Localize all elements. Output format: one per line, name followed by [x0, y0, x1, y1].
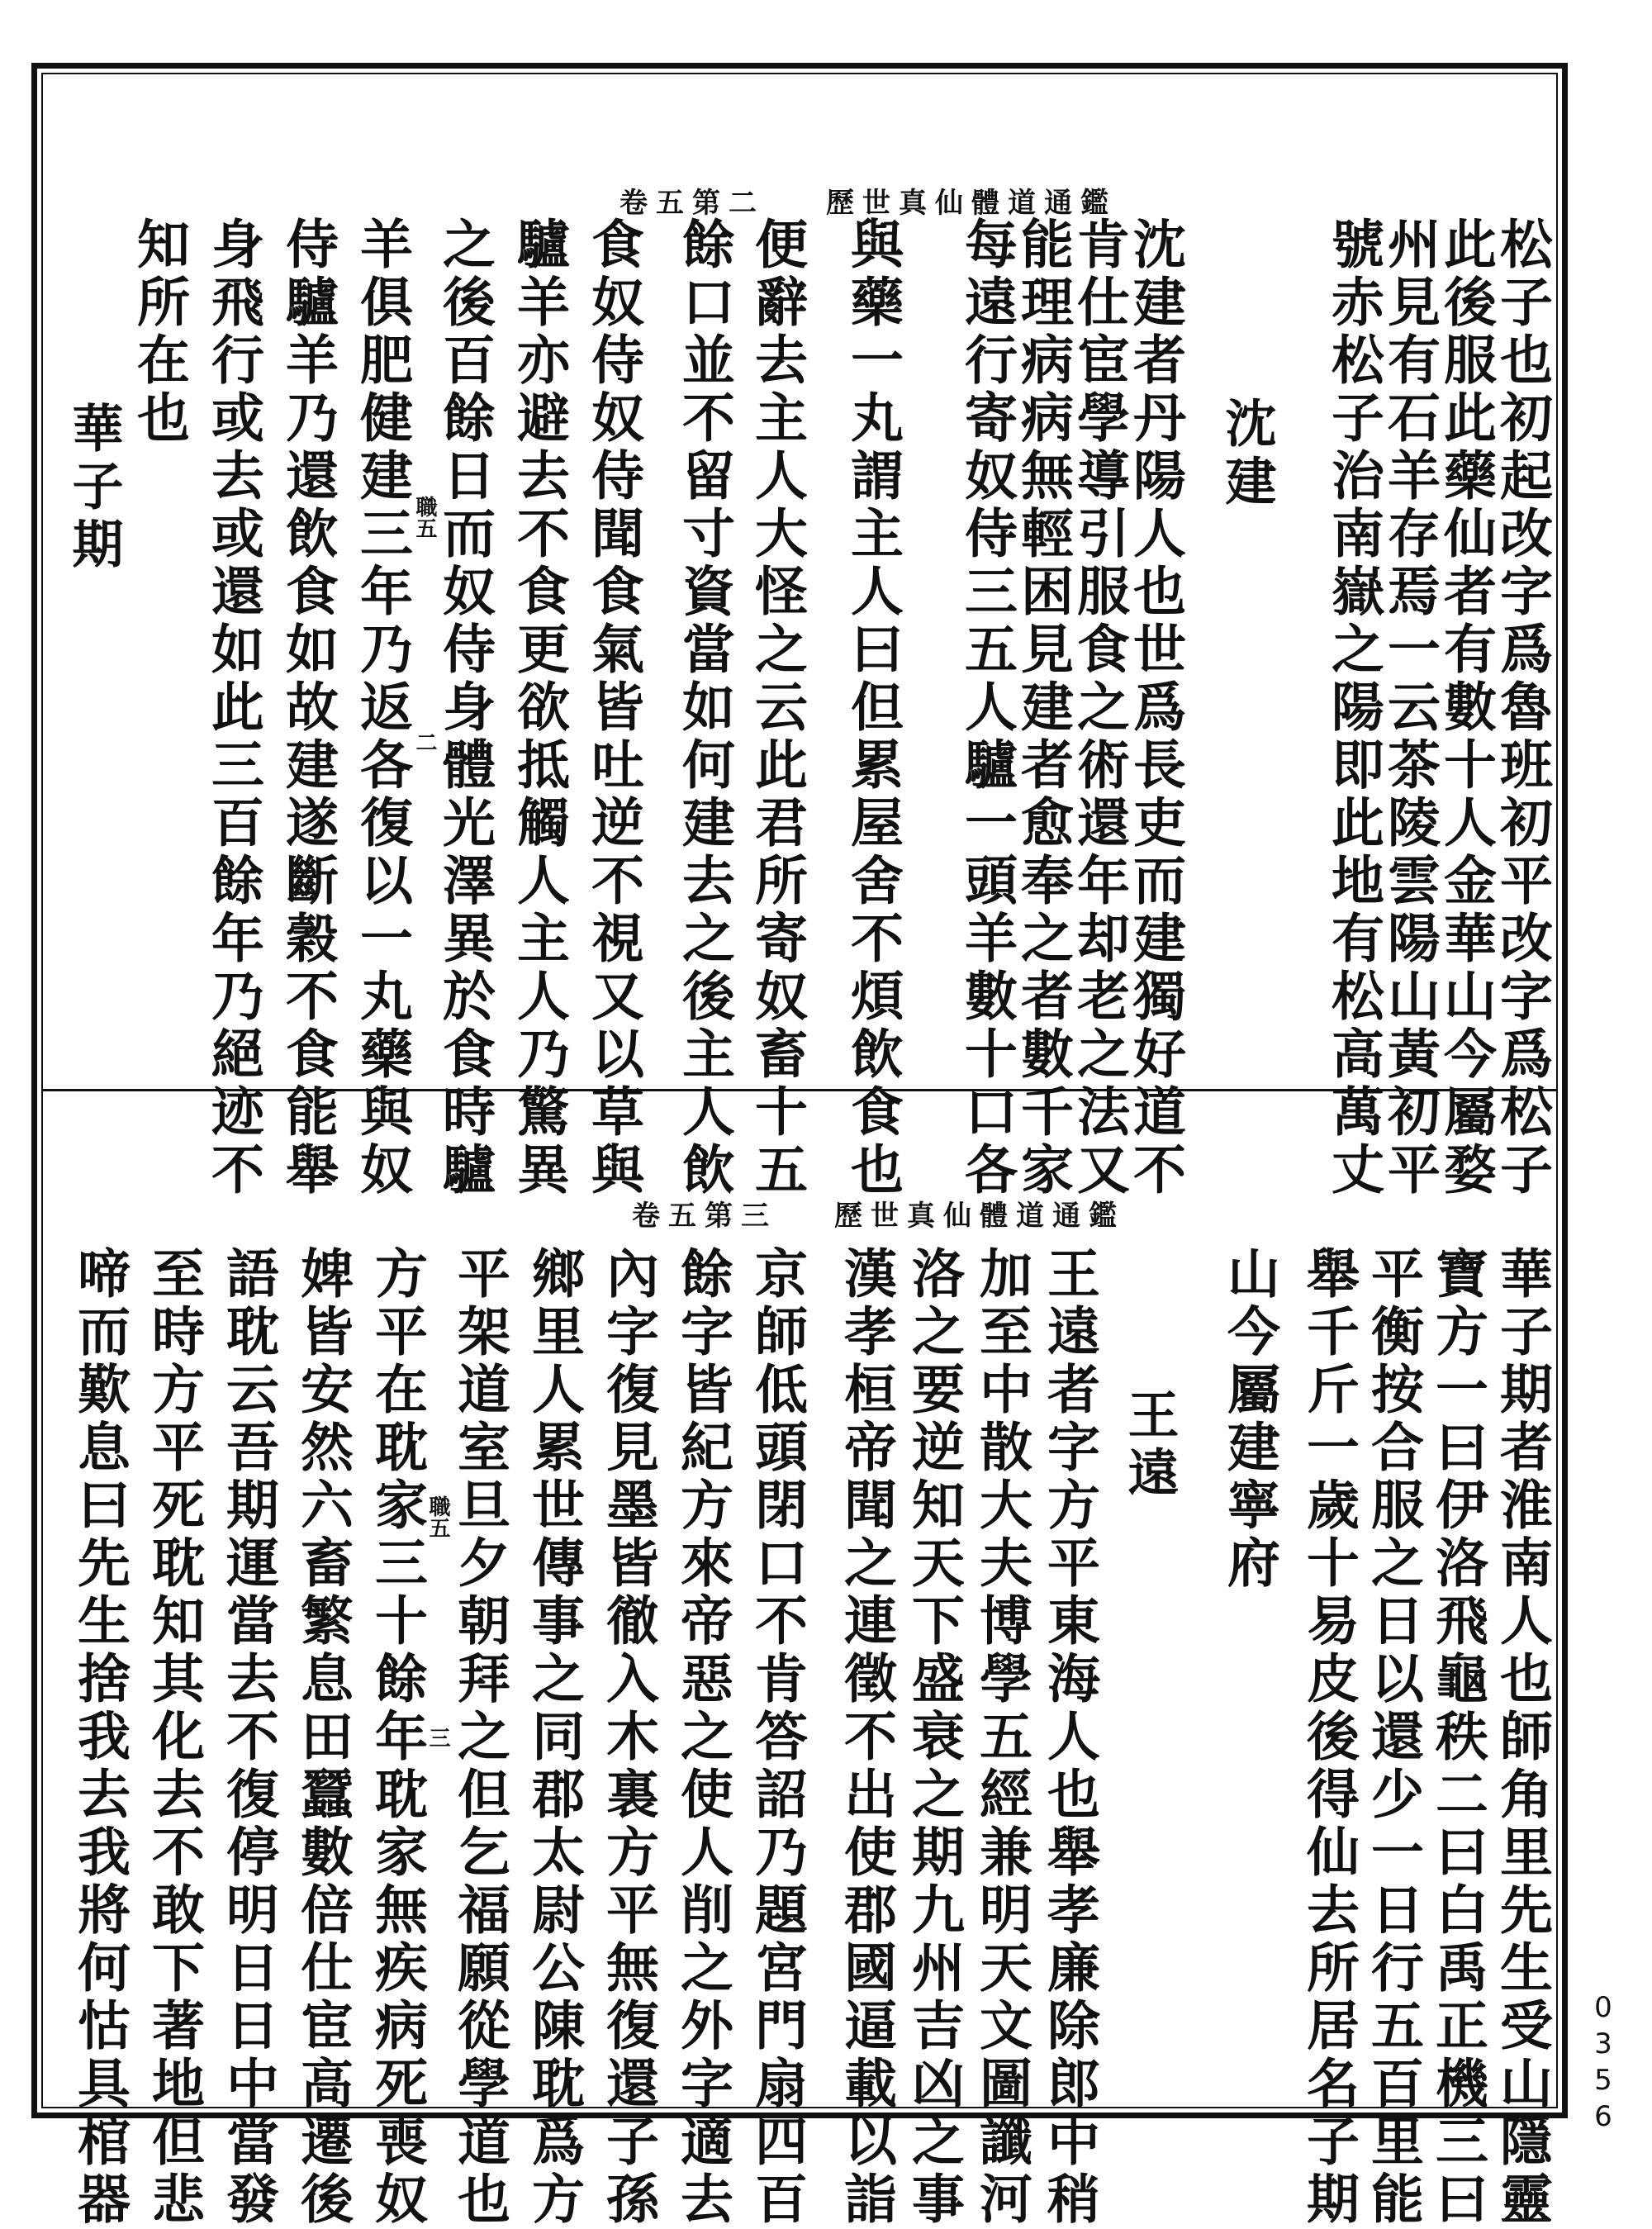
bottom-col-16: 方平在耽家三十餘年耽家無疾病死喪奴	[366, 1246, 428, 2229]
bottom-col-18: 語耽云吾期運當去不復停明日日中當發	[217, 1246, 279, 2229]
top-col-2: 此後服此藥仙者有數十人金華山今屬婺	[1435, 216, 1497, 1200]
top-folio-mark: 二	[412, 731, 437, 753]
bottom-col-17: 婢皆安然六畜繁息田蠶數倍仕宦高遷後	[292, 1246, 354, 2229]
top-col-7: 肯仕宦學導引服食之術還年却老之法又	[1068, 216, 1130, 1200]
top-col-18: 身飛行或去或還如此三百餘年乃絕迹不	[202, 216, 264, 1200]
bottom-col-2: 寶方一曰伊洛飛龜秩二曰白禹正機三曰	[1427, 1246, 1488, 2229]
bottom-col-20: 啼而歎息曰先生捨我去我將何怙具棺器	[69, 1246, 131, 2229]
top-col-10: 與藥一丸謂主人曰但累屋舍不煩飲食也	[842, 216, 904, 1200]
top-col-17: 侍驢羊乃還飲食如故建遂斷穀不食能舉	[277, 216, 339, 1200]
top-section-title-shen-jian: 沈建	[1217, 397, 1277, 512]
top-section-title-hua-ziqi: 華子期	[64, 402, 124, 575]
top-col-3: 州見有石羊存焉一云茶陵雲陽山黃初平	[1379, 216, 1441, 1200]
bottom-header-volume: 卷五第三	[632, 1200, 777, 1233]
top-col-1: 松子也初起改字爲魯班初平改字爲松子	[1491, 216, 1553, 1200]
bottom-col-10: 漢孝桓帝聞之連徵不出使郡國逼載以詣	[835, 1246, 897, 2229]
bottom-column-mark: 職五	[425, 1495, 450, 1538]
bottom-section-title-wang-yuan: 王遠	[1119, 1388, 1180, 1504]
top-col-11: 便辭去主人大怪之云此君所寄奴畜十五	[746, 216, 808, 1200]
bottom-col-1: 華子期者淮南人也師角里先生受山隱靈	[1491, 1246, 1553, 2229]
top-col-16: 羊俱肥健建三年乃返各復以一丸藥與奴	[351, 216, 413, 1200]
bottom-col-14: 鄉里人累世傳事之同郡太尉公陳耽爲方	[523, 1246, 585, 2229]
bottom-col-9: 洛之要逆知天下盛衰之期九州吉凶之事	[903, 1246, 965, 2229]
top-header-book: 歷世真仙體道通鑑	[826, 187, 1117, 220]
top-col-13: 食奴侍奴侍聞食氣皆吐逆不視又以草與	[582, 216, 644, 1200]
bottom-col-19: 至時方平死耽知其化去不敢下著地但悲	[143, 1246, 205, 2229]
bottom-header-book: 歷世真仙體道通鑑	[834, 1200, 1125, 1233]
top-col-19: 知所在也	[128, 216, 190, 448]
bottom-col-3: 平衡按合服之日以還少一日行五百里能	[1362, 1246, 1424, 2229]
top-header-volume: 卷五第二	[620, 187, 765, 220]
bottom-col-15: 平架道室旦夕朝拜之但乞福願從學道也	[449, 1246, 510, 2229]
top-col-8: 能理病病無輕困見建者愈奉之者數千家	[1012, 216, 1074, 1200]
bottom-col-13: 內字復見墨皆徹入木裏方平無復還子孫	[597, 1246, 659, 2229]
top-col-9: 每遠行寄奴侍三五人驢一頭羊數十口各	[956, 216, 1018, 1200]
top-col-14: 驢羊亦避去不食更欲抵觸人主人乃驚異	[508, 216, 570, 1200]
bottom-col-7: 王遠者字方平東海人也舉孝廉除郎中稍	[1038, 1246, 1100, 2229]
bottom-col-8: 加至中散大夫博學五經兼明天文圖讖河	[971, 1246, 1032, 2229]
bottom-col-5: 山今屬建寧府	[1218, 1246, 1280, 1593]
top-col-12: 餘口並不留寸資當如何建去之後主人飲	[673, 216, 735, 1200]
bottom-col-11: 京師低頭閉口不肯答詔乃題宮門扇四百	[746, 1246, 808, 2229]
bottom-col-4: 舉千斤一歲十易皮後得仙去所居名子期	[1298, 1246, 1360, 2229]
page-number: 0356	[1587, 1991, 1620, 2136]
top-col-15: 之後百餘日而奴侍身體光澤異於食時驢	[434, 216, 496, 1200]
top-column-mark: 職五	[412, 496, 437, 539]
top-col-4: 號赤松子治南嶽之陽即此地有松高萬丈	[1322, 216, 1384, 1200]
top-col-6: 沈建者丹陽人也世爲長吏而建獨好道不	[1124, 216, 1186, 1200]
bottom-folio-mark: 三	[425, 1727, 450, 1748]
bottom-col-12: 餘字皆紀方來帝惡之使人削之外字適去	[672, 1246, 733, 2229]
